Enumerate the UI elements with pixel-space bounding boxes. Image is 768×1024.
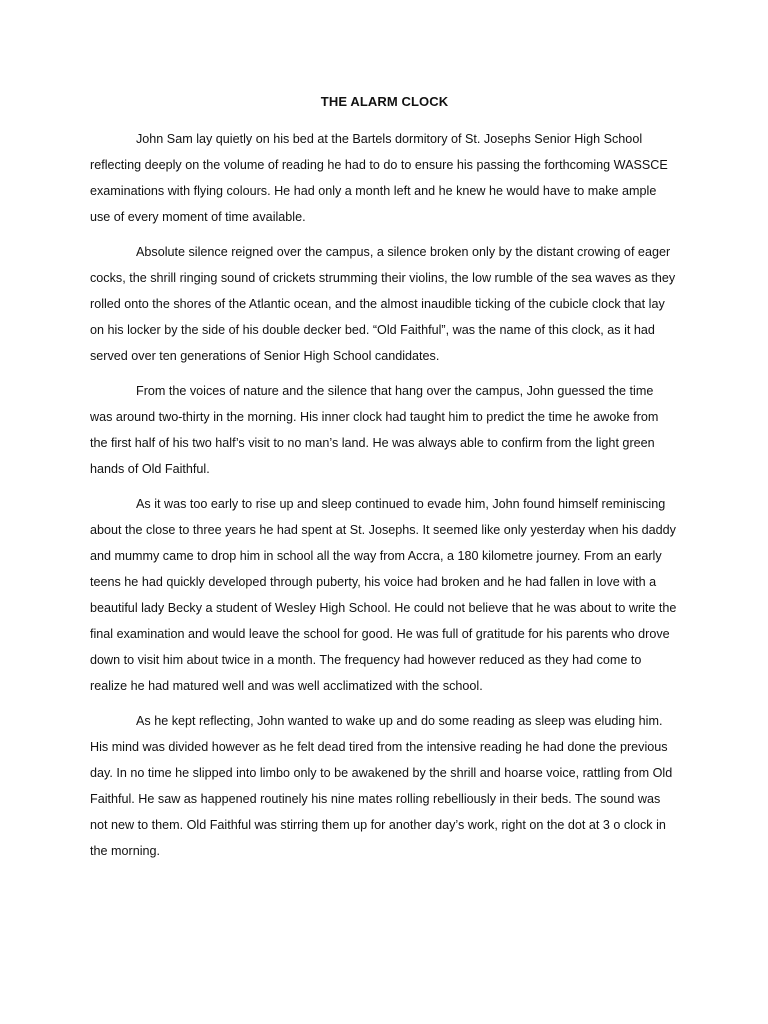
paragraph-4: As it was too early to rise up and sleep continued to evade him, John found himself reminiscing about the close to three years he had spent at St. Josephs. It seemed like only yesterday when his daddy and mummy came to drop him in school all the way from Accra, a 180 kilometre journey. From an early teens he had quickly developed through puberty, his voice had broken and he had fallen in love with a beautiful lady Becky a student of Wesley High School. He could not believe that he was about to write the final examination and would leave the school for good. He was full of gratitude for his parents who drove down to visit him about twice in a month. The frequency had however reduced as they had come to realize he had matured well and was well acclimatized with the school. <box>90 497 677 693</box>
paragraph-3: From the voices of nature and the silence that hang over the campus, John guessed the time was around two-thirty in the morning. His inner clock had taught him to predict the time he awoke from the first half of his two half’s visit to no man’s land. He was always able to confirm from the light green hands of Old Faithful. <box>90 384 659 476</box>
document-body <box>90 92 679 873</box>
paragraph-2: Absolute silence reigned over the campus, a silence broken only by the distant crowing of eager cocks, the shrill ringing sound of crickets strumming their violins, the low rumble of the sea waves as they rolled onto the shores of the Atlantic ocean, and the almost inaudible ticking of the cubicle clock that lay on his locker by the side of his double decker bed. “Old Faithful”, was the name of this clock, as it had served over ten generations of Senior High School candidates. <box>90 245 676 363</box>
paragraph-5: As he kept reflecting, John wanted to wake up and do some reading as sleep was eluding him. His mind was divided however as he felt dead tired from the intensive reading he had done the previous day. In no time he slipped into limbo only to be awakened by the shrill and hoarse voice, rattling from Old Faithful. He saw as happened routinely his nine mates rolling rebelliously in their beds. The sound was not new to them. Old Faithful was stirring them up for another day’s work, right on the dot at 3 o clock in the morning. <box>90 714 673 858</box>
document-title: THE ALARM CLOCK <box>320 94 449 109</box>
paragraph-1: John Sam lay quietly on his bed at the Bartels dormitory of St. Josephs Senior High School reflecting deeply on the volume of reading he had to do to ensure his passing the forthcoming WASSCE examinations with flying colours. He had only a month left and he knew he would have to make ample use of every moment of time available. <box>90 132 668 224</box>
